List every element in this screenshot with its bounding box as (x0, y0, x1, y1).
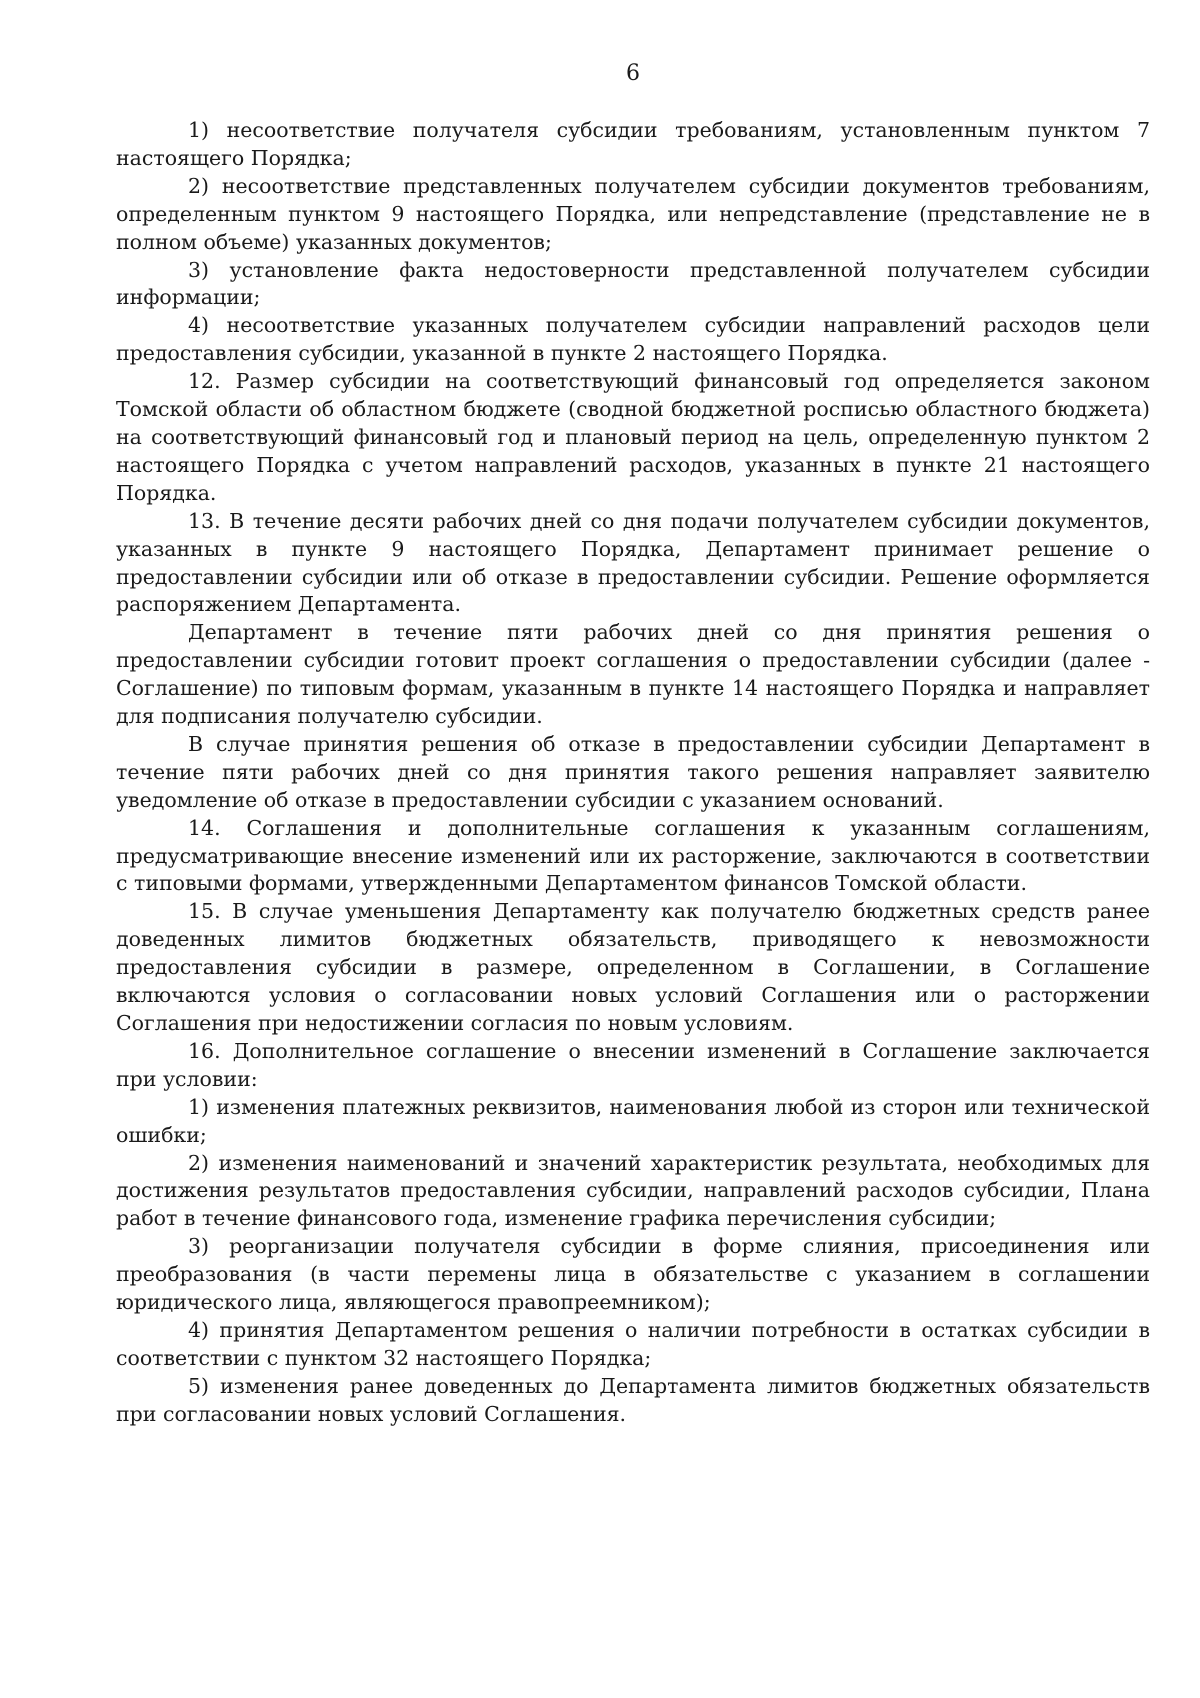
paragraph: 12. Размер субсидии на соответствующий финансовый год определяется законом Томской области об областном бюджете (сводной бюджетной росписью областного бюджета) на соответствующий финансовый год и плановый период на цель, определенную пунктом 2 настоящего Порядка с учетом направлений расходов, указанных в пункте 21 настоящего Порядка. (116, 369, 1150, 505)
paragraph: 2) несоответствие представленных получателем субсидии документов требованиям, определенным пунктом 9 настоящего Порядка, или непредставление (представление не в полном объеме) указанных документов; (116, 173, 1150, 254)
paragraph: В случае принятия решения об отказе в предоставлении субсидии Департамент в течение пяти рабочих дней со дня принятия такого решения направляет заявителю уведомление об отказе в предоставлении субсидии с указанием оснований. (116, 731, 1150, 812)
paragraph: Департамент в течение пяти рабочих дней со дня принятия решения о предоставлении субсидии готовит проект соглашения о предоставлении субсидии (далее - Соглашение) по типовым формам, указанным в пункте 14 настоящего Порядка и направляет для подписания получателю субсидии. (116, 620, 1150, 729)
paragraph: 15. В случае уменьшения Департаменту как получателю бюджетных средств ранее доведенных лимитов бюджетных обязательств, приводящего к невозможности предоставления субсидии в размере, определенном в Соглашении, в Соглашение включаются условия о согласовании новых условий Соглашения или о расторжении Соглашения при недостижении согласия по новым условиям. (116, 899, 1150, 1035)
paragraph: 2) изменения наименований и значений характеристик результата, необходимых для достижения результатов предоставления субсидии, направлений расходов субсидии, Плана работ в течение финансового года, изменение графика перечисления субсидии; (116, 1150, 1150, 1231)
paragraph: 4) несоответствие указанных получателем субсидии направлений расходов цели предоставления субсидии, указанной в пункте 2 настоящего Порядка. (116, 313, 1150, 366)
paragraph: 14. Соглашения и дополнительные соглашения к указанным соглашениям, предусматривающие внесение изменений или их расторжение, заключаются в соответствии с типовыми формами, утвержденными Департаментом финансов Томской области. (116, 815, 1150, 896)
paragraph: 3) реорганизации получателя субсидии в форме слияния, присоединения или преобразования (в части перемены лица в обязательстве с указанием в соглашении юридического лица, являющегося правопреемником); (116, 1234, 1150, 1315)
document-body (116, 117, 1150, 1429)
page-number: 6 (626, 61, 640, 86)
paragraph: 5) изменения ранее доведенных до Департамента лимитов бюджетных обязательств при согласовании новых условий Соглашения. (116, 1373, 1150, 1426)
paragraph: 4) принятия Департаментом решения о наличии потребности в остатках субсидии в соответствии с пунктом 32 настоящего Порядка; (116, 1317, 1150, 1370)
paragraph: 1) изменения платежных реквизитов, наименования любой из сторон или технической ошибки; (116, 1094, 1150, 1147)
paragraph: 1) несоответствие получателя субсидии требованиям, установленным пунктом 7 настоящего Порядка; (116, 118, 1150, 170)
paragraph: 16. Дополнительное соглашение о внесении изменений в Соглашение заключается при условии: (116, 1038, 1150, 1091)
paragraph: 3) установление факта недостоверности представленной получателем субсидии информации; (116, 257, 1150, 310)
paragraph: 13. В течение десяти рабочих дней со дня подачи получателем субсидии документов, указанных в пункте 9 настоящего Порядка, Департамент принимает решение о предоставлении субсидии или об отказе в предоставлении субсидии. Решение оформляется распоряжением Департамента. (116, 508, 1150, 617)
